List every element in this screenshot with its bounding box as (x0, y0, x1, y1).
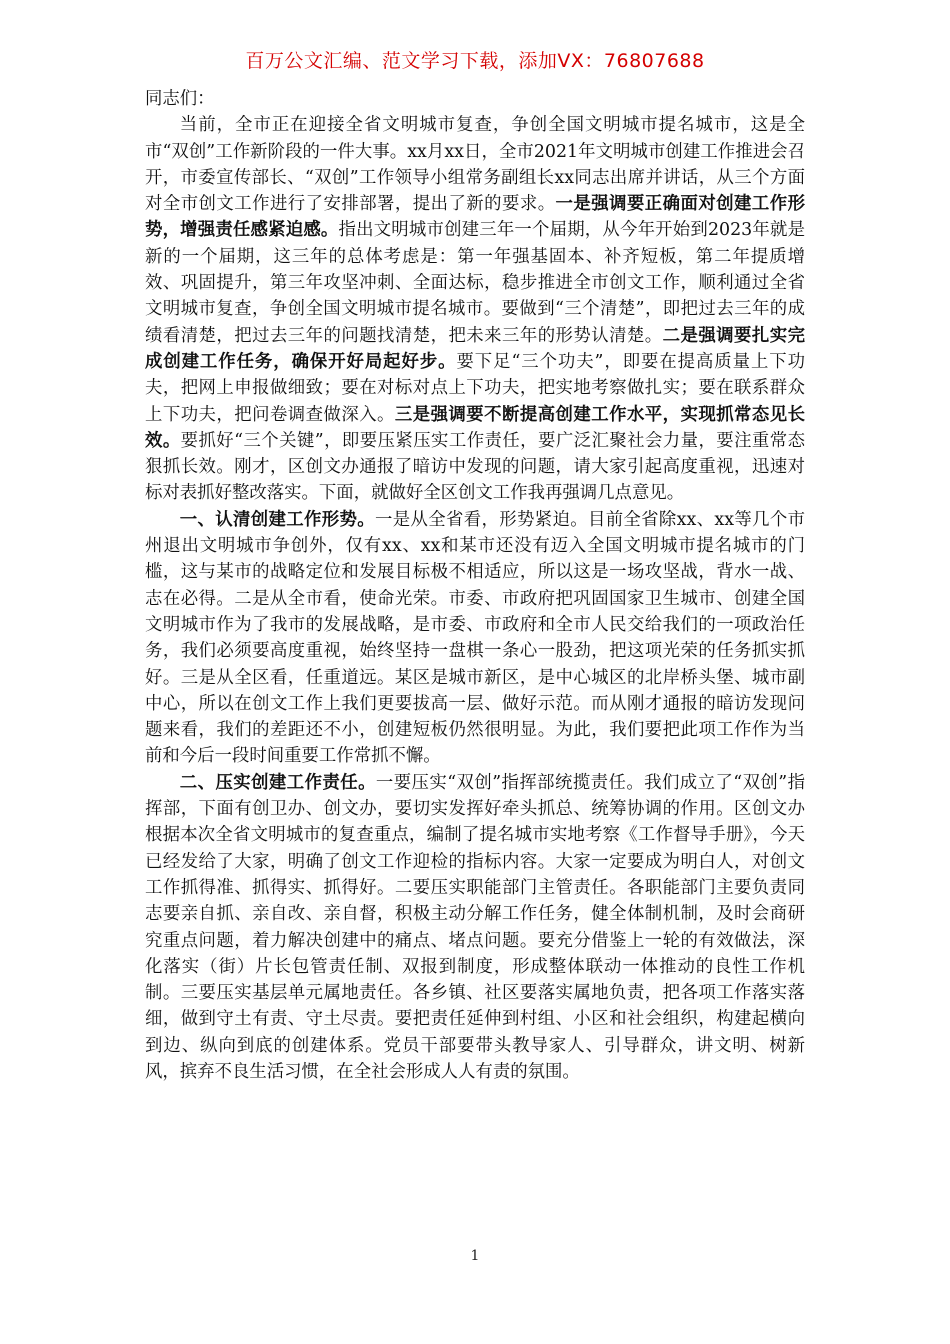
point-three-text: 要抓好“三个关键”，即要压紧压实工作责任，要广泛汇聚社会力量，要注重常态狠抓长效。刚才，区创文办通报了暗访中发现的问题，请大家引起高度重视，迅速对标对表抓好整改落实。下面，就做好全区创文工作我再强调几点意见。 (145, 430, 805, 504)
section-two-heading: 二、压实创建工作责任。 (179, 772, 376, 793)
point-two-text: 要下足“三个功夫”，即要在提高质量上下功夫，把网上申报做细致；要在对标对点上下功夫，把实地考察做扎实；要在联系群众上下功夫，把问卷调查做深入。 (145, 351, 805, 425)
intro-paragraph (145, 112, 805, 506)
section-two-paragraph (145, 770, 805, 1086)
section-one-heading: 一、认清创建工作形势。 (179, 509, 375, 530)
point-three-heading: 三是强调要不断提高创建工作水平，实现抓常态见长效。 (145, 404, 805, 451)
download-banner: 百万公文汇编、范文学习下载，添加VX：76807688 (245, 50, 705, 72)
page-number: 1 (470, 1248, 480, 1264)
section-one-text: 一是从全省看，形势紧迫。目前全省除xx、xx等几个市州退出文明城市争创外，仅有xx、xx和某市还没有迈入全国文明城市提名城市的门槛，这与某市的战略定位和发展目标极不相适应，所以这是一场攻坚战，背水一战、志在必得。二是从全市看，使命光荣。市委、市政府把巩固国家卫生城市、创建全国文明城市作为了我市的发展战略，是市委、市政府和全市人民交给我们的一项政治任务，我们必须要高度重视，始终坚持一盘棋一条心一股劲，把这项光荣的任务抓实抓好。三是从全区看，任重道远。某区是城市新区，是中心城区的北岸桥头堡、城市副中心，所以在创文工作上我们更要拔高一层、做好示范。而从刚才通报的暗访发现问题来看，我们的差距还不小，创建短板仍然很明显。为此，我们要把此项工作作为当前和今后一段时间重要工作常抓不懈。 (145, 509, 805, 767)
greeting: 同志们： (145, 89, 215, 109)
section-one-paragraph (145, 507, 805, 770)
point-one-heading: 一是强调要正确面对创建工作形势，增强责任感紧迫感。 (145, 194, 805, 241)
section-two-text: 一要压实“双创”指挥部统揽责任。我们成立了“双创”指挥部，下面有创卫办、创文办，要切实发挥好牵头抓总、统筹协调的作用。区创文办根据本次全省文明城市的复查重点，编制了提名城市实地考察《工作督导手册》，今天已经发给了大家，明确了创文工作迎检的指标内容。大家一定要成为明白人，对创文工作抓得准、抓得实、抓得好。二要压实职能部门主管责任。各职能部门主要负责同志要亲自抓、亲自改、亲自督，积极主动分解工作任务，健全体制机制，及时会商研究重点问题，着力解决创建中的痛点、堵点问题。要充分借鉴上一轮的有效做法，深化落实（街）片长包管责任制、双报到制度，形成整体联动一体推动的良性工作机制。三要压实基层单元属地责任。各乡镇、社区要落实属地负责，把各项工作落实落细，做到守土有责、守土尽责。要把责任延伸到村组、小区和社会组织，构建起横向到边、纵向到底的创建体系。党员干部要带头教导家人、引导群众，讲文明、树新风，摈弃不良生活习惯，在全社会形成人人有责的氛围。 (145, 772, 805, 1082)
point-two-heading: 二是强调要扎实完成创建工作任务，确保开好局起好步。 (145, 325, 805, 372)
document-body (145, 86, 805, 1085)
point-one-text: 指出文明城市创建三年一个届期，从今年开始到2023年就是新的一个届期，这三年的总体考虑是：第一年强基固本、补齐短板，第二年提质增效、巩固提升，第三年攻坚冲刺、全面达标，稳步推进全市创文工作，顺利通过全省文明城市复查，争创全国文明城市提名城市。要做到“三个清楚”，即把过去三年的成绩看清楚，把过去三年的问题找清楚，把未来三年的形势认清楚。 (145, 220, 805, 346)
intro-text: 当前，全市正在迎接全省文明城市复查，争创全国文明城市提名城市，这是全市“双创”工作新阶段的一件大事。xx月xx日，全市2021年文明城市创建工作推进会召开，市委宣传部长、“双创”工作领导小组常务副组长xx同志出席并讲话，从三个方面对全市创文工作进行了安排部署，提出了新的要求。 (145, 115, 805, 215)
